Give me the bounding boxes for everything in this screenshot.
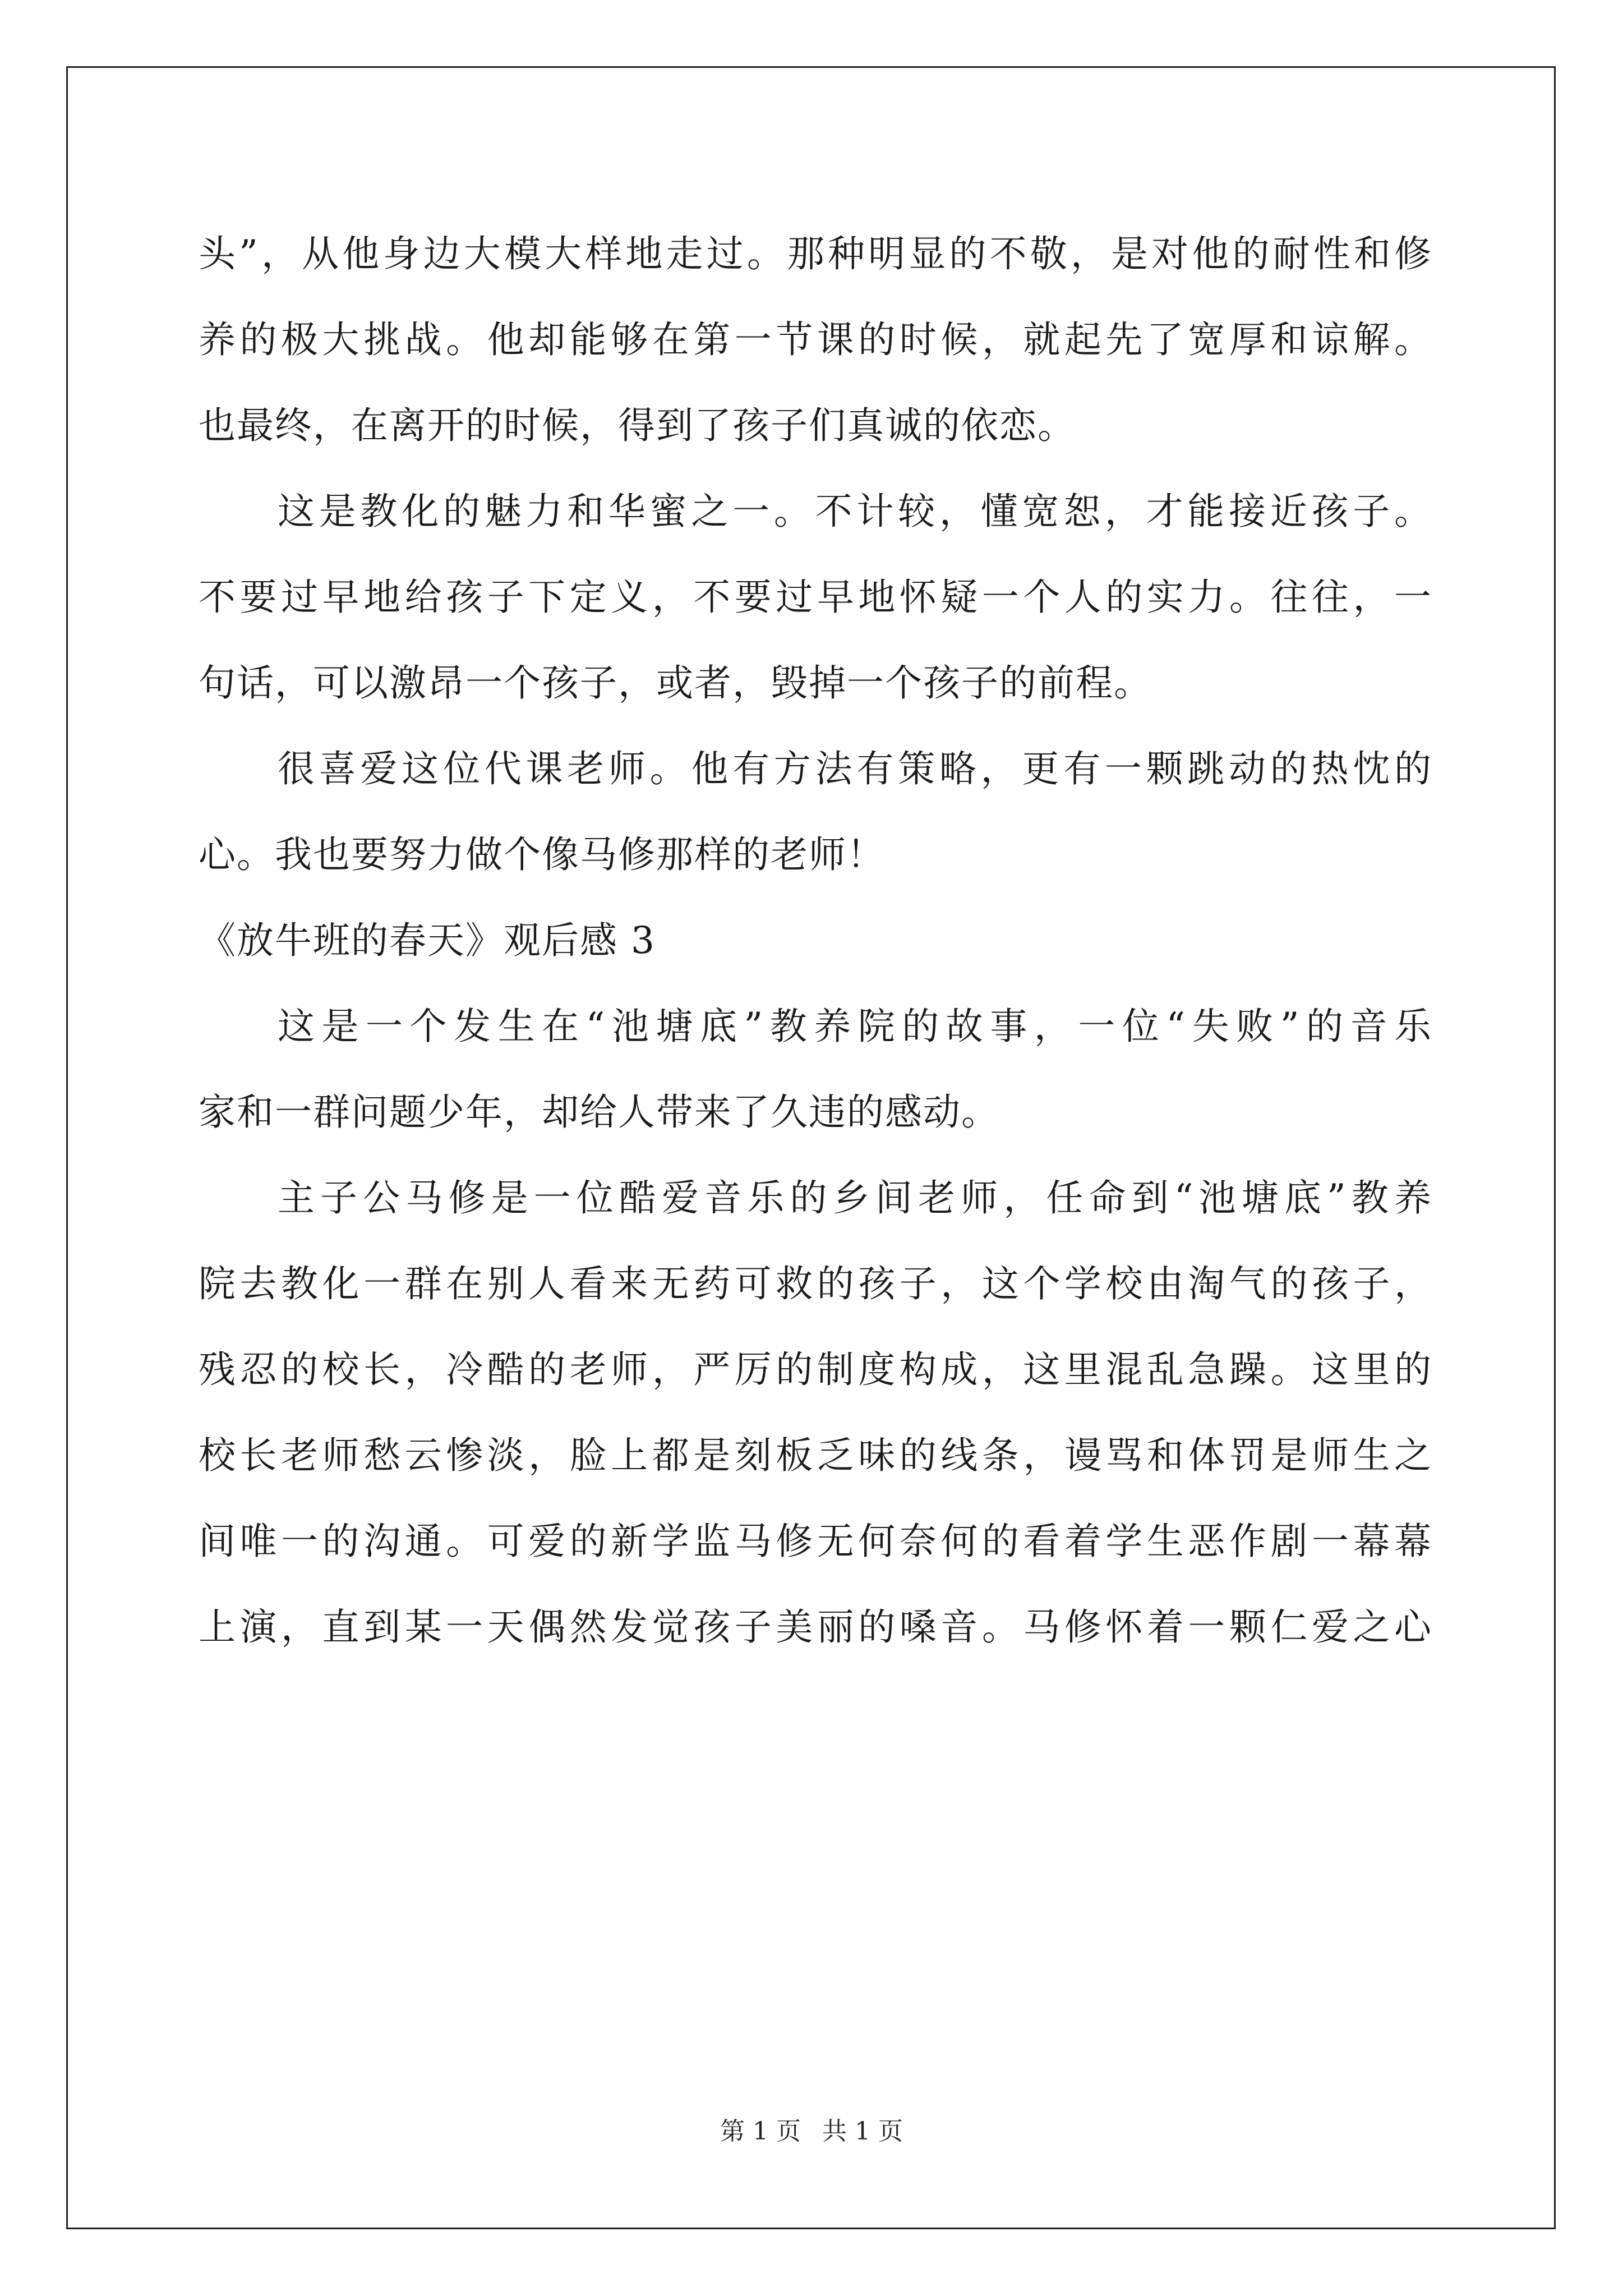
text-line: 这是一个发生在“池塘底”教养院的故事，一位“失败”的音乐 xyxy=(278,1005,1432,1048)
text-line: 校长老师愁云惨淡，脸上都是刻板乏味的线条，谩骂和体罚是师生之 xyxy=(199,1434,1432,1477)
text-line: 很喜爱这位代课老师。他有方法有策略，更有一颗跳动的热忱的 xyxy=(278,747,1432,790)
text-line: 家和一群问题少年，却给人带来了久违的感动。 xyxy=(199,1091,999,1134)
text-line: 院去教化一群在别人看来无药可救的孩子，这个学校由淘气的孩子， xyxy=(199,1262,1432,1305)
text-line: 间唯一的沟通。可爱的新学监马修无何奈何的看着学生恶作剧一幕幕 xyxy=(199,1520,1432,1563)
text-line: 不要过早地给孩子下定义，不要过早地怀疑一个人的实力。往往，一 xyxy=(199,576,1432,619)
text-line: 上演，直到某一天偶然发觉孩子美丽的嗓音。马修怀着一颗仁爱之心 xyxy=(199,1605,1432,1649)
document-body xyxy=(199,211,1432,1670)
page-number: 第 1 页 xyxy=(720,2117,801,2146)
text-line: 残忍的校长，冷酷的老师，严厉的制度构成，这里混乱急躁。这里的 xyxy=(199,1348,1432,1391)
text-line: 心。我也要努力做个像马修那样的老师！ xyxy=(199,833,885,876)
text-line: 头”，从他身边大模大样地走过。那种明显的不敬，是对他的耐性和修 xyxy=(199,232,1432,275)
page-total: 共 1 页 xyxy=(822,2117,903,2146)
text-line: 也最终，在离开的时候，得到了孩子们真诚的依恋。 xyxy=(199,404,1076,447)
section-heading: 《放牛班的春天》观后感 3 xyxy=(199,919,656,962)
text-line: 句话，可以激昂一个孩子，或者，毁掉一个孩子的前程。 xyxy=(199,661,1152,705)
text-line: 养的极大挑战。他却能够在第一节课的时候，就起先了宽厚和谅解。 xyxy=(199,318,1432,361)
text-line: 这是教化的魅力和华蜜之一。不计较，懂宽恕，才能接近孩子。 xyxy=(278,490,1432,533)
text-line: 主子公马修是一位酷爱音乐的乡间老师，任命到“池塘底”教养 xyxy=(278,1176,1432,1220)
page-footer xyxy=(0,2115,1623,2148)
